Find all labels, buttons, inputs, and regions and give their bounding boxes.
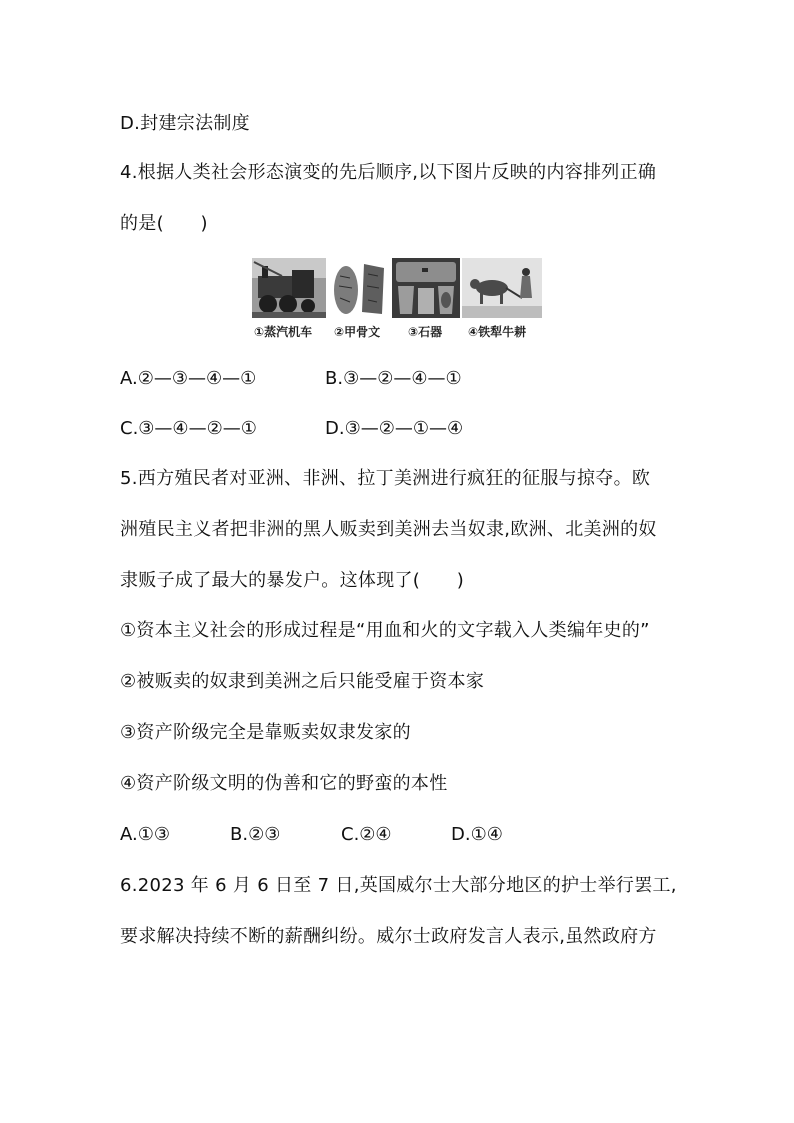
q4-option-b: B.③—②—④—① (325, 368, 462, 389)
q5-option-a: A.①③ (120, 824, 170, 845)
caption-steam-locomotive: ①蒸汽机车 (254, 325, 313, 339)
q4-stem-line-2: 的是( ) (120, 213, 208, 234)
caption-iron-plough: ④铁犁牛耕 (468, 325, 527, 339)
q4-option-a: A.②—③—④—① (120, 368, 257, 389)
q5-stem-line-2: 洲殖民主义者把非洲的黑人贩卖到美洲去当奴隶,欧洲、北美洲的奴 (120, 519, 657, 540)
q5-option-d: D.①④ (451, 824, 503, 845)
caption-oracle-bone: ②甲骨文 (334, 325, 381, 339)
q4-figure (252, 258, 542, 342)
q5-stem-line-3: 隶贩子成了最大的暴发户。这体现了( ) (120, 570, 465, 591)
q4-photo-strip (252, 258, 542, 318)
q5-option-b: B.②③ (230, 824, 281, 845)
caption-stone-tool: ③石器 (408, 325, 443, 339)
q5-item-1: ①资本主义社会的形成过程是“用血和火的文字载入人类编年史的” (120, 620, 650, 641)
steam-locomotive-image (252, 258, 326, 318)
oracle-bone-image (330, 258, 388, 318)
q5-item-4: ④资产阶级文明的伪善和它的野蛮的本性 (120, 773, 448, 794)
iron-plough-ox-image (462, 258, 542, 318)
q4-option-c: C.③—④—②—① (120, 418, 257, 439)
q6-stem-line-2: 要求解决持续不断的薪酬纠纷。威尔士政府发言人表示,虽然政府方 (120, 926, 657, 947)
q4-stem-line-1: 4.根据人类社会形态演变的先后顺序,以下图片反映的内容排列正确 (120, 162, 657, 183)
q5-item-2: ②被贩卖的奴隶到美洲之后只能受雇于资本家 (120, 671, 485, 692)
stone-tool-image (392, 258, 460, 318)
q5-option-c: C.②④ (341, 824, 392, 845)
q4-option-d: D.③—②—①—④ (325, 418, 464, 439)
q5-stem-line-1: 5.西方殖民者对亚洲、非洲、拉丁美洲进行疯狂的征服与掠夺。欧 (120, 468, 651, 489)
q3-option-d: D.封建宗法制度 (120, 113, 250, 134)
q5-item-3: ③资产阶级完全是靠贩卖奴隶发家的 (120, 722, 411, 743)
q6-stem-line-1: 6.2023 年 6 月 6 日至 7 日,英国威尔士大部分地区的护士举行罢工, (120, 875, 677, 896)
